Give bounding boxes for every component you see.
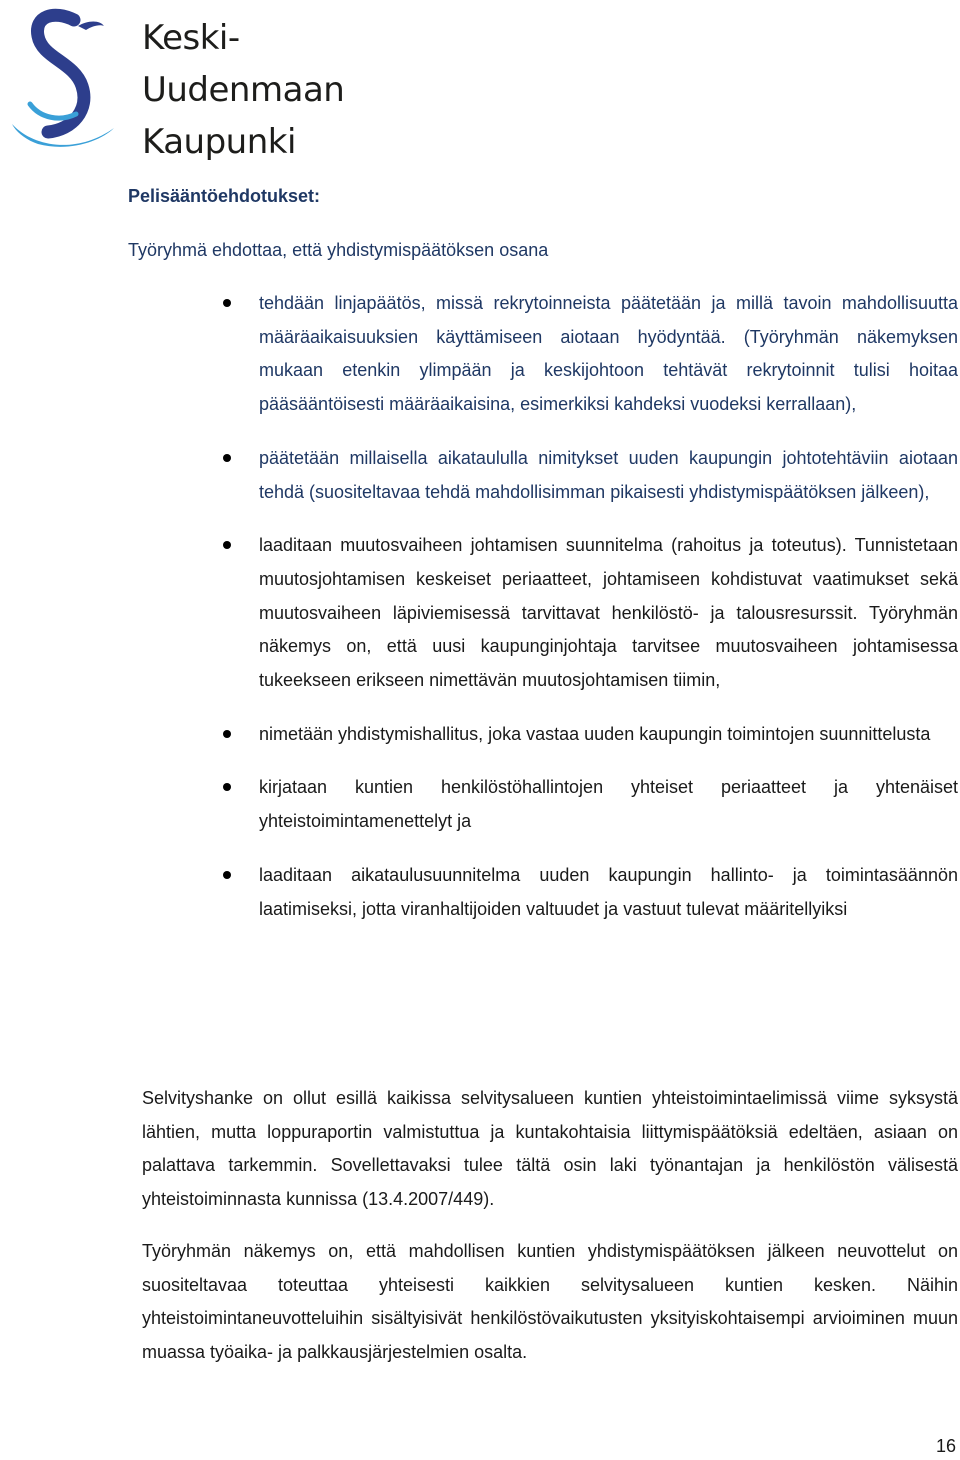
intro-text: Työryhmä ehdottaa, että yhdistymispäätöksen osana [128,240,549,260]
bullet-icon [223,730,231,738]
list-item [259,287,958,422]
list-item-text: päätetään millaisella aikataululla nimitykset uuden kaupungin johtotehtäviin aiotaan tehdä (suositeltavaa tehdä mahdollisimman pikaisesti yhdistymispäätöksen jälkeen), [259,447,958,502]
bullet-icon [223,871,231,879]
list-item [259,859,958,926]
list-item [259,442,958,509]
bullet-icon [223,783,231,791]
logo-line-1: Keski- [142,18,240,58]
swan-logo-icon [4,6,134,156]
body-paragraph: Työryhmän näkemys on, että mahdollisen kuntien yhdistymispäätöksen jälkeen neuvottelut on suositeltavaa toteuttaa yhteisesti kaikkien selvitysalueen kuntien kesken. Näihin yhteistoimintaneuvotteluihin sisältyisivät henkilöstövaikutusten yksityiskohtaisempi arvioiminen muun muassa työaika- ja palkkausjärjestelmien osalta. [142,1241,958,1363]
body-paragraph: Selvityshanke on ollut esillä kaikissa selvitysalueen kuntien yhteistoimintaelimissä viime syksystä lähtien, mutta loppuraportin valmistuttua ja kuntakohtaisia liittymispäätöksiä edeltäen, asiaan on palattava tarkemmin. Sovellettavaksi tulee tältä osin laki työnantajan ja henkilöstön välisestä yhteistoiminnasta kunnissa (13.4.2007/449). [142,1088,958,1210]
logo-line-3: Kaupunki [142,122,296,162]
list-item-text: laaditaan muutosvaiheen johtamisen suunnitelma (rahoitus ja toteutus). Tunnistetaan muutosjohtamisen keskeiset periaatteet, johtamiseen kohdistuvat vaatimukset sekä muutosvaiheen läpiviemisessä tarvittavat henkilöstö- ja talousresurssit. Työryhmän näkemys on, että uusi kaupunginjohtaja tarvitsee muutosvaiheen johtamisessa tukeekseen erikseen nimettävän muutosjohtamisen tiimin, [259,535,958,691]
bullet-icon [223,541,231,549]
list-item [259,718,958,752]
logo-line-2: Uudenmaan [142,70,345,110]
bullet-icon [223,454,231,462]
city-logo [4,6,345,162]
bullet-icon [223,299,231,307]
section-heading: Pelisääntöehdotukset: [128,186,321,206]
list-item-text: tehdään linjapäätös, missä rekrytoinneista päätetään ja millä tavoin mahdollisuutta määräaikaisuuksien käyttämiseen aiotaan hyödyntää. (Työryhmän näkemyksen mukaan etenkin ylimpään ja keskijohtoon tehtävät rekrytoinnit tulisi hoitaa pääsääntöisesti määräaikaisina, esimerkiksi kahdeksi vuodeksi kerrallaan), [259,293,958,415]
list-item-text: nimetään yhdistymishallitus, joka vastaa uuden kaupungin toimintojen suunnittelusta [259,723,931,744]
list-item-text: kirjataan kuntien henkilöstöhallintojen yhteiset periaatteet ja yhtenäiset yhteistoimintamenettelyt ja [259,777,958,832]
list-item [259,529,958,698]
list-item [259,771,958,838]
proposal-list [0,287,960,946]
list-item-text: laaditaan aikataulusuunnitelma uuden kaupungin hallinto- ja toimintasäännön laatimiseksi, jotta viranhaltijoiden valtuudet ja vastuut tulevat määritellyiksi [259,864,958,919]
page-number: 16 [935,1436,956,1456]
logo-wordmark [142,12,344,168]
